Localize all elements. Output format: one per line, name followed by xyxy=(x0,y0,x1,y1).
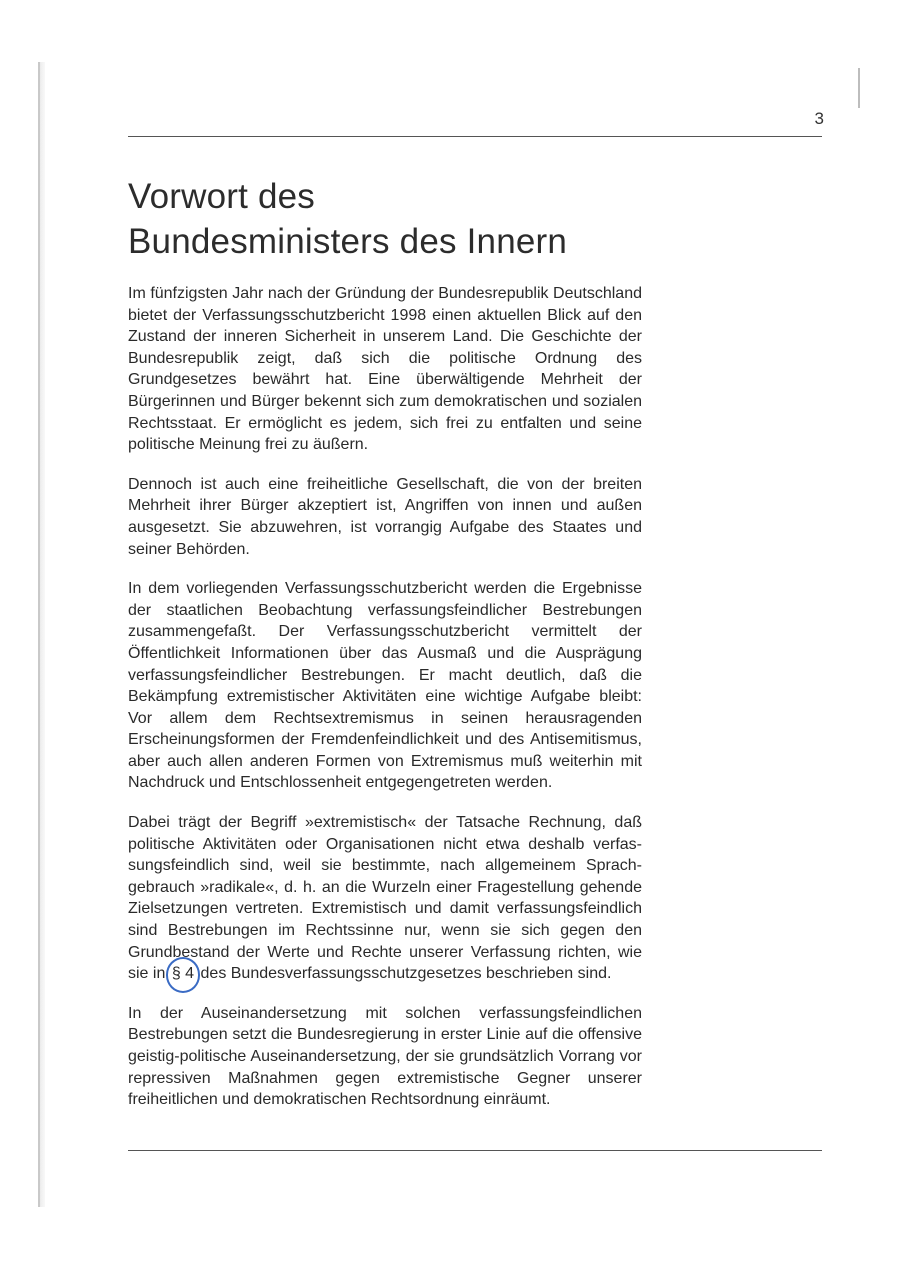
title-line-1: Vorwort des xyxy=(128,177,316,216)
paragraph-1: Im fünfzigsten Jahr nach der Gründung der Bundesrepublik Deutschland bietet der Verfassungsschutzbericht 1998 einen aktuellen Blick auf den Zustand der inneren Sicherheit in unserem Land. Die Geschichte der Bundesrepublik zeigt, daß sich die politische Ordnung des Grundgesetzes bewährt hat. Eine überwältigende Mehrheit der Bürgerinnen und Bürger bekennt sich zum demokratischen und sozialen Rechtsstaat. Er ermöglicht es jedem, sich frei zu entfalten und seine politische Meinung frei zu äußern. xyxy=(128,285,642,454)
footer-rule xyxy=(128,1150,822,1151)
page-title xyxy=(128,174,748,264)
paragraph-3: In dem vorliegenden Verfassungsschutzbericht werden die Ergebnisse der staatlichen Beobachtung verfassungsfeindlicher Bestrebungen zusammengefaßt. Der Verfassungsschutzbericht vermittelt der Öffentlichkeit Informationen über das Ausmaß und die Ausprägung verfassungsfeindlicher Bestrebungen. Er macht deutlich, daß die Bekämpfung extremistischer Aktivitäten eine wichtige Aufgabe bleibt: Vor allem dem Rechtsextremismus in seinen herausragenden Erscheinungsformen der Fremdenfeindlichkeit und des Antisemitismus, aber auch allen anderen Formen von Extremismus muß weiterhin mit Nachdruck und Entschlossenheit entgegengetreten werden. xyxy=(128,580,642,792)
paragraph-4 xyxy=(128,812,642,985)
title-line-2: Bundesministers des Innern xyxy=(128,222,568,261)
paragraph-2: Dennoch ist auch eine freiheitliche Gesellschaft, die von der breiten Mehrheit ihrer Bürger akzeptiert ist, Angriffen von innen und außen ausgesetzt. Sie abzuwehren, ist vorrangig Aufgabe des Staates und seiner Behörden. xyxy=(128,475,642,558)
paragraph-5: In der Auseinandersetzung mit solchen verfassungsfeindlichen Bestrebungen setzt die Bundesregierung in erster Linie auf die offensive geistig-politische Auseinandersetzung, der sie grundsätzlich Vorrang vor repressiven Maßnahmen gegen extremistische Gegner unserer freiheitlichen und demokratischen Rechtsordnung einräumt. xyxy=(128,1004,642,1109)
paragraph-4-text-after: des Bundesverfassungsschutzgesetzes beschrieben sind. xyxy=(200,965,612,983)
header-rule xyxy=(128,136,822,137)
section-reference-circled: § 4 xyxy=(170,963,196,985)
body-text xyxy=(128,283,642,1129)
scan-edge-left xyxy=(38,62,45,1207)
page-number: 3 xyxy=(814,109,824,128)
paragraph-4-text-before: Dabei trägt der Begriff »extremistisch« der Tatsache Rechnung, daß politische Aktivitäten oder Organisationen nicht etwa deshalb verfassungsfeindlich sind, weil sie bestimmte, nach allgemeinem Sprachgebrauch »radikale«, d. h. an die Wurzeln einer Fragestellung gehende Zielsetzungen vertreten. Extremistisch und damit verfassungsfeindlich sind Bestrebungen im Rechtssinne nur, wenn sie sich gegen den Grundbestand der Werte und Rechte unserer Verfassung richten, wie sie in xyxy=(128,814,642,983)
scan-edge-right xyxy=(858,68,860,108)
